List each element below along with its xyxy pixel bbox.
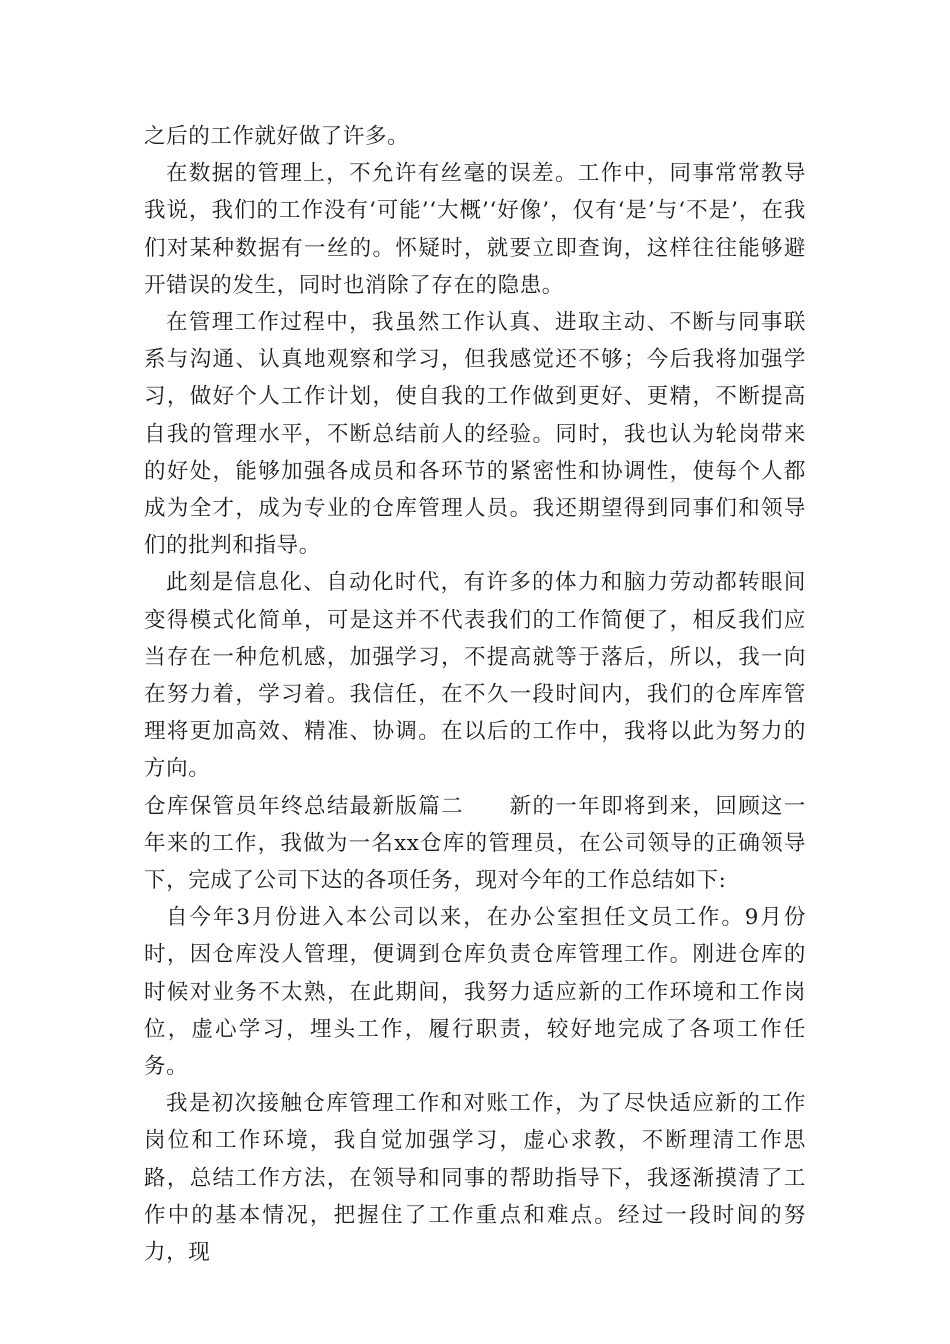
paragraph-6: 自今年3月份进入本公司以来，在办公室担任文员工作。9月份时，因仓库没人管理，便调到仓库负责仓库管理工作。刚进仓库的时候对业务不太熟，在此期间，我努力适应新的工作环境和工作岗位，虚心学习，埋头工作，履行职责，较好地完成了各项工作任务。 (144, 905, 806, 1080)
paragraph-1: 之后的工作就好做了许多。 (144, 124, 410, 149)
paragraph-4: 此刻是信息化、自动化时代，有许多的体力和脑力劳动都转眼间变得模式化简单，可是这并不代表我们的工作简便了，相反我们应当存在一种危机感，加强学习，不提高就等于落后，所以，我一向在努力着，学习着。我信任，在不久一段时间内，我们的仓库库管理将更加高效、精准、协调。在以后的工作中，我将以此为努力的方向。 (144, 570, 806, 782)
paragraph-7: 我是初次接触仓库管理工作和对账工作，为了尽快适应新的工作岗位和工作环境，我自觉加强学习，虚心求教，不断理清工作思路，总结工作方法，在领导和同事的帮助指导下，我逐渐摸清了工作中的基本情况，把握住了工作重点和难点。经过一段时间的努力，现 (144, 1091, 806, 1266)
paragraph-3: 在管理工作过程中，我虽然工作认真、进取主动、不断与同事联系与沟通、认真地观察和学习，但我感觉还不够；今后我将加强学习，做好个人工作计划，使自我的工作做到更好、更精，不断提高自我的管理水平，不断总结前人的经验。同时，我也认为轮岗带来的好处，能够加强各成员和各环节的紧密性和协调性，使每个人都成为全才，成为专业的仓库管理人员。我还期望得到同事们和领导们的批判和指导。 (144, 310, 806, 559)
document-page (144, 118, 806, 1271)
section-heading-paragraph: 仓库保管员年终总结最新版篇二 新的一年即将到来，回顾这一年来的工作，我做为一名xx仓库的管理员，在公司领导的正确领导下，完成了公司下达的各项任务，现对今年的工作总结如下: (144, 793, 806, 894)
paragraph-2: 在数据的管理上，不允许有丝毫的误差。工作中，同事常常教导我说，我们的工作没有‘可能’‘大概’‘好像’，仅有‘是’与‘不是’，在我们对某种数据有一丝的。怀疑时，就要立即查询，这样往往能够避开错误的发生，同时也消除了存在的隐患。 (144, 161, 806, 298)
